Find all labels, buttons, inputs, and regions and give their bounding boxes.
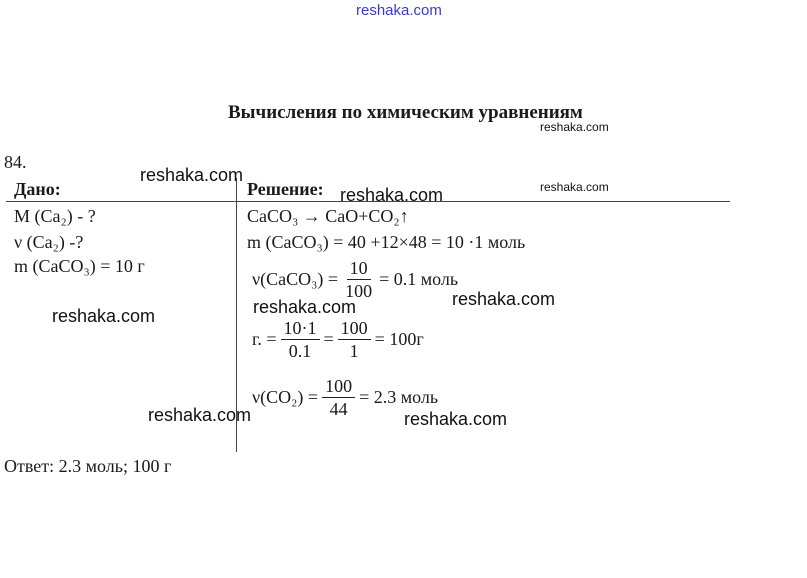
eq2-rhs: = 100г [374,329,424,349]
eq2-numerator-2: 100 [338,318,371,340]
watermark: reshaka.com [140,165,244,185]
watermark: reshaka.com [540,120,609,134]
given-line: m (CaCO₃) = 10 г [14,256,145,276]
watermark: reshaka.com [540,180,609,194]
eq2-lhs: г. = [252,329,277,349]
eq3-rhs: = 2.3 моль [359,387,439,407]
eq2-fraction-2 [338,318,371,361]
eq2-equals: = [323,329,334,349]
watermark: reshaka.com [52,306,156,326]
solution-heading: Решение: [247,179,324,199]
eq2-denominator-2: 1 [349,341,359,361]
eq3-fraction [322,376,355,419]
eq1-lhs: ν(CaCO₃) = [252,269,339,289]
eq1-denominator: 100 [345,281,373,301]
equation-mass [252,318,424,361]
answer-line: Ответ: 2.3 моль; 100 г [4,456,172,476]
given-line: M (Ca₂) - ? [14,206,96,226]
task-number: 84. [4,152,27,172]
eq3-lhs: ν(CO₂) = [252,387,319,407]
equation-moles-caco3 [252,258,458,301]
given-heading: Дано: [14,179,61,199]
watermark: reshaka.com [253,297,357,317]
eq2-denominator-1: 0.1 [288,341,312,361]
header-site-link[interactable]: reshaka.com [356,2,442,19]
eq2-fraction-1 [281,318,320,361]
given-line: ν (Ca₂) -? [14,232,84,252]
eq1-rhs: = 0.1 моль [379,269,459,289]
eq3-denominator: 44 [329,399,348,419]
watermark: reshaka.com [340,185,444,205]
watermark: reshaka.com [148,405,252,425]
molar-mass-line: m (CaCO₃) = 40 +12×48 = 10 ·1 моль [247,232,526,252]
eq1-numerator: 10 [347,258,371,280]
page-title: Вычисления по химическим уравнениям [228,102,583,123]
eq3-numerator: 100 [322,376,355,398]
reaction-equation: CaCO₃ → CaO+CO₂↑ [247,206,409,226]
eq1-fraction [342,258,375,301]
watermark: reshaka.com [404,409,508,429]
eq2-numerator-1: 10·1 [281,318,320,340]
watermark: reshaka.com [452,289,556,309]
